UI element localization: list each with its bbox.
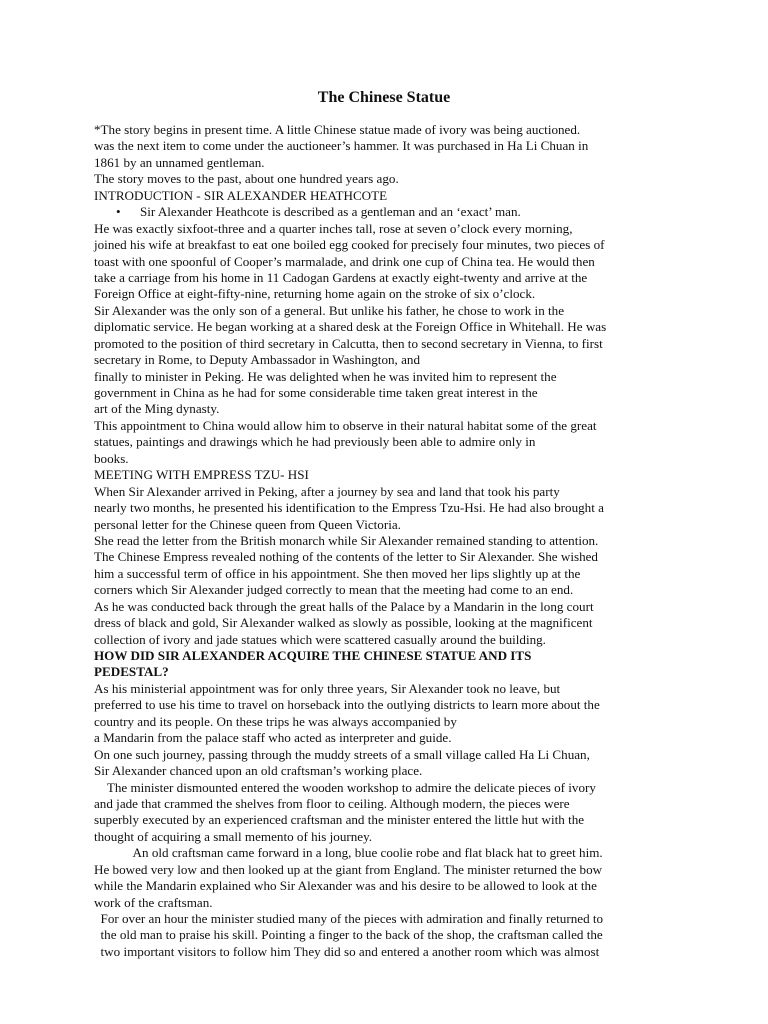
line-text: promoted to the position of third secretary in Calcutta, then to second secretary in Vienna, to first <box>94 335 603 351</box>
text-line <box>94 286 674 302</box>
text-line <box>94 533 674 549</box>
line-text: This appointment to China would allow him to observe in their natural habitat some of the great <box>94 417 597 433</box>
text-line <box>94 549 674 565</box>
text-line <box>94 730 674 746</box>
line-text: personal letter for the Chinese queen from Queen Victoria. <box>94 516 401 532</box>
line-text: As his ministerial appointment was for only three years, Sir Alexander took no leave, but <box>94 680 561 696</box>
line-text: She read the letter from the British monarch while Sir Alexander remained standing to attention. <box>94 532 599 548</box>
line-text: take a carriage from his home in 11 Cadogan Gardens at exactly eight-twenty and arrive at the <box>94 269 588 285</box>
text-line <box>94 517 674 533</box>
line-text: An old craftsman came forward in a long, blue coolie robe and flat black hat to greet him. <box>94 845 603 861</box>
line-text: The minister dismounted entered the wooden workshop to admire the delicate pieces of ivory <box>94 779 596 795</box>
line-text: Sir Alexander was the only son of a general. But unlike his father, he chose to work in the <box>94 302 565 318</box>
text-line <box>94 944 674 960</box>
line-text: The story moves to the past, about one hundred years ago. <box>94 171 399 187</box>
text-line <box>94 451 674 467</box>
line-text: As he was conducted back through the great halls of the Palace by a Mandarin in the long court <box>94 598 594 614</box>
line-text: HOW DID SIR ALEXANDER ACQUIRE THE CHINESE STATUE AND ITS <box>94 648 532 663</box>
text-line <box>94 714 674 730</box>
text-line <box>94 369 674 385</box>
line-text: preferred to use his time to travel on horseback into the outlying districts to learn more about the <box>94 697 600 713</box>
text-line <box>94 155 674 171</box>
line-text: 1861 by an unnamed gentleman. <box>94 154 265 170</box>
line-text: was the next item to come under the auctioneer’s hammer. It was purchased in Ha Li Chuan in <box>94 138 589 154</box>
line-text: thought of acquiring a small memento of his journey. <box>94 828 373 844</box>
text-line <box>94 401 674 417</box>
document-title: The Chinese Statue <box>317 89 451 106</box>
line-text: art of the Ming dynasty. <box>94 401 220 417</box>
line-text: The Chinese Empress revealed nothing of the contents of the letter to Sir Alexander. She wished <box>94 549 598 565</box>
line-text: When Sir Alexander arrived in Peking, after a journey by sea and land that took his party <box>94 483 560 499</box>
text-line <box>94 303 674 319</box>
text-line <box>94 467 674 483</box>
section-heading-line <box>94 664 674 680</box>
text-line <box>94 632 674 648</box>
bullet-icon: • <box>116 204 121 220</box>
text-line <box>94 845 674 861</box>
line-text: him a successful term of office in his appointment. She then moved her lips slightly up at the <box>94 565 581 581</box>
text-line <box>94 927 674 943</box>
text-line <box>94 895 674 911</box>
line-text: INTRODUCTION - SIR ALEXANDER HEATHCOTE <box>94 187 388 203</box>
text-line <box>94 566 674 582</box>
text-line <box>94 122 674 138</box>
text-line <box>94 599 674 615</box>
line-text: nearly two months, he presented his identification to the Empress Tzu-Hsi. He had also brought a <box>94 500 604 516</box>
document-body <box>94 122 674 960</box>
text-line <box>94 500 674 516</box>
text-line <box>94 352 674 368</box>
line-text: collection of ivory and jade statues which were scattered casually around the building. <box>94 631 546 647</box>
text-line <box>94 171 674 187</box>
line-text: statues, paintings and drawings which he had previously been able to admire only in <box>94 434 536 450</box>
line-text: Sir Alexander chanced upon an old craftsman’s working place. <box>94 763 423 779</box>
line-text: On one such journey, passing through the muddy streets of a small village called Ha Li Chuan, <box>94 746 590 762</box>
text-line <box>94 319 674 335</box>
text-line <box>94 188 674 204</box>
text-line <box>94 204 674 220</box>
line-text: PEDESTAL? <box>94 664 169 680</box>
line-text: Sir Alexander Heathcote is described as a gentleman and an ‘exact’ man. <box>140 204 521 220</box>
line-text: He was exactly sixfoot-three and a quarter inches tall, rose at seven o’clock every morning, <box>94 220 573 236</box>
text-line <box>94 138 674 154</box>
text-line <box>94 697 674 713</box>
text-line <box>94 434 674 450</box>
line-text: diplomatic service. He began working at a shared desk at the Foreign Office in Whitehall. He was <box>94 319 607 335</box>
line-text: corners which Sir Alexander judged correctly to mean that the meeting had come to an end. <box>94 582 574 598</box>
text-line <box>94 582 674 598</box>
line-text: a Mandarin from the palace staff who acted as interpreter and guide. <box>94 730 452 746</box>
text-line <box>94 747 674 763</box>
text-line <box>94 221 674 237</box>
line-text: country and its people. On these trips he was always accompanied by <box>94 713 457 729</box>
line-text: For over an hour the minister studied many of the pieces with admiration and finally returned to <box>94 911 604 926</box>
line-text: Foreign Office at eight-fifty-nine, returning home again on the stroke of six o’clock. <box>94 286 536 302</box>
text-line <box>94 862 674 878</box>
text-line <box>94 336 674 352</box>
text-line <box>94 878 674 894</box>
text-line <box>94 385 674 401</box>
section-heading-line <box>94 648 674 664</box>
line-text: while the Mandarin explained who Sir Alexander was and his desire to be allowed to look at the <box>94 878 597 894</box>
line-text: dress of black and gold, Sir Alexander walked as slowly as possible, looking at the magnificent <box>94 615 593 631</box>
line-text: work of the craftsman. <box>94 894 213 910</box>
text-line <box>94 237 674 253</box>
text-line <box>94 418 674 434</box>
line-text: and jade that crammed the shelves from floor to ceiling. Although modern, the pieces were <box>94 795 570 811</box>
line-text: He bowed very low and then looked up at the giant from England. The minister returned the bow <box>94 861 603 877</box>
line-text: secretary in Rome, to Deputy Ambassador in Washington, and <box>94 352 420 368</box>
line-text: joined his wife at breakfast to eat one boiled egg cooked for precisely four minutes, two pieces of <box>94 237 605 253</box>
text-line <box>94 270 674 286</box>
text-line <box>94 254 674 270</box>
text-line <box>94 681 674 697</box>
line-text: two important visitors to follow him They did so and entered a another room which was almost <box>94 943 600 959</box>
text-line <box>94 484 674 500</box>
line-text: government in China as he had for some considerable time taken great interest in the <box>94 385 538 400</box>
text-line <box>94 911 674 927</box>
line-text: superbly executed by an experienced craftsman and the minister entered the little hut with the <box>94 812 585 828</box>
text-line <box>94 796 674 812</box>
text-line <box>94 780 674 796</box>
text-line <box>94 763 674 779</box>
text-line <box>94 829 674 845</box>
line-text: toast with one spoonful of Cooper’s marmalade, and drink one cup of China tea. He would then <box>94 253 595 269</box>
line-text: finally to minister in Peking. He was delighted when he was invited him to represent the <box>94 368 557 384</box>
line-text: the old man to praise his skill. Pointing a finger to the back of the shop, the craftsman called the <box>94 927 603 943</box>
line-text: MEETING WITH EMPRESS TZU- HSI <box>94 467 309 483</box>
line-text: books. <box>94 450 129 466</box>
text-line <box>94 615 674 631</box>
line-text: *The story begins in present time. A little Chinese statue made of ivory was being auctioned. <box>94 122 581 137</box>
text-line <box>94 812 674 828</box>
